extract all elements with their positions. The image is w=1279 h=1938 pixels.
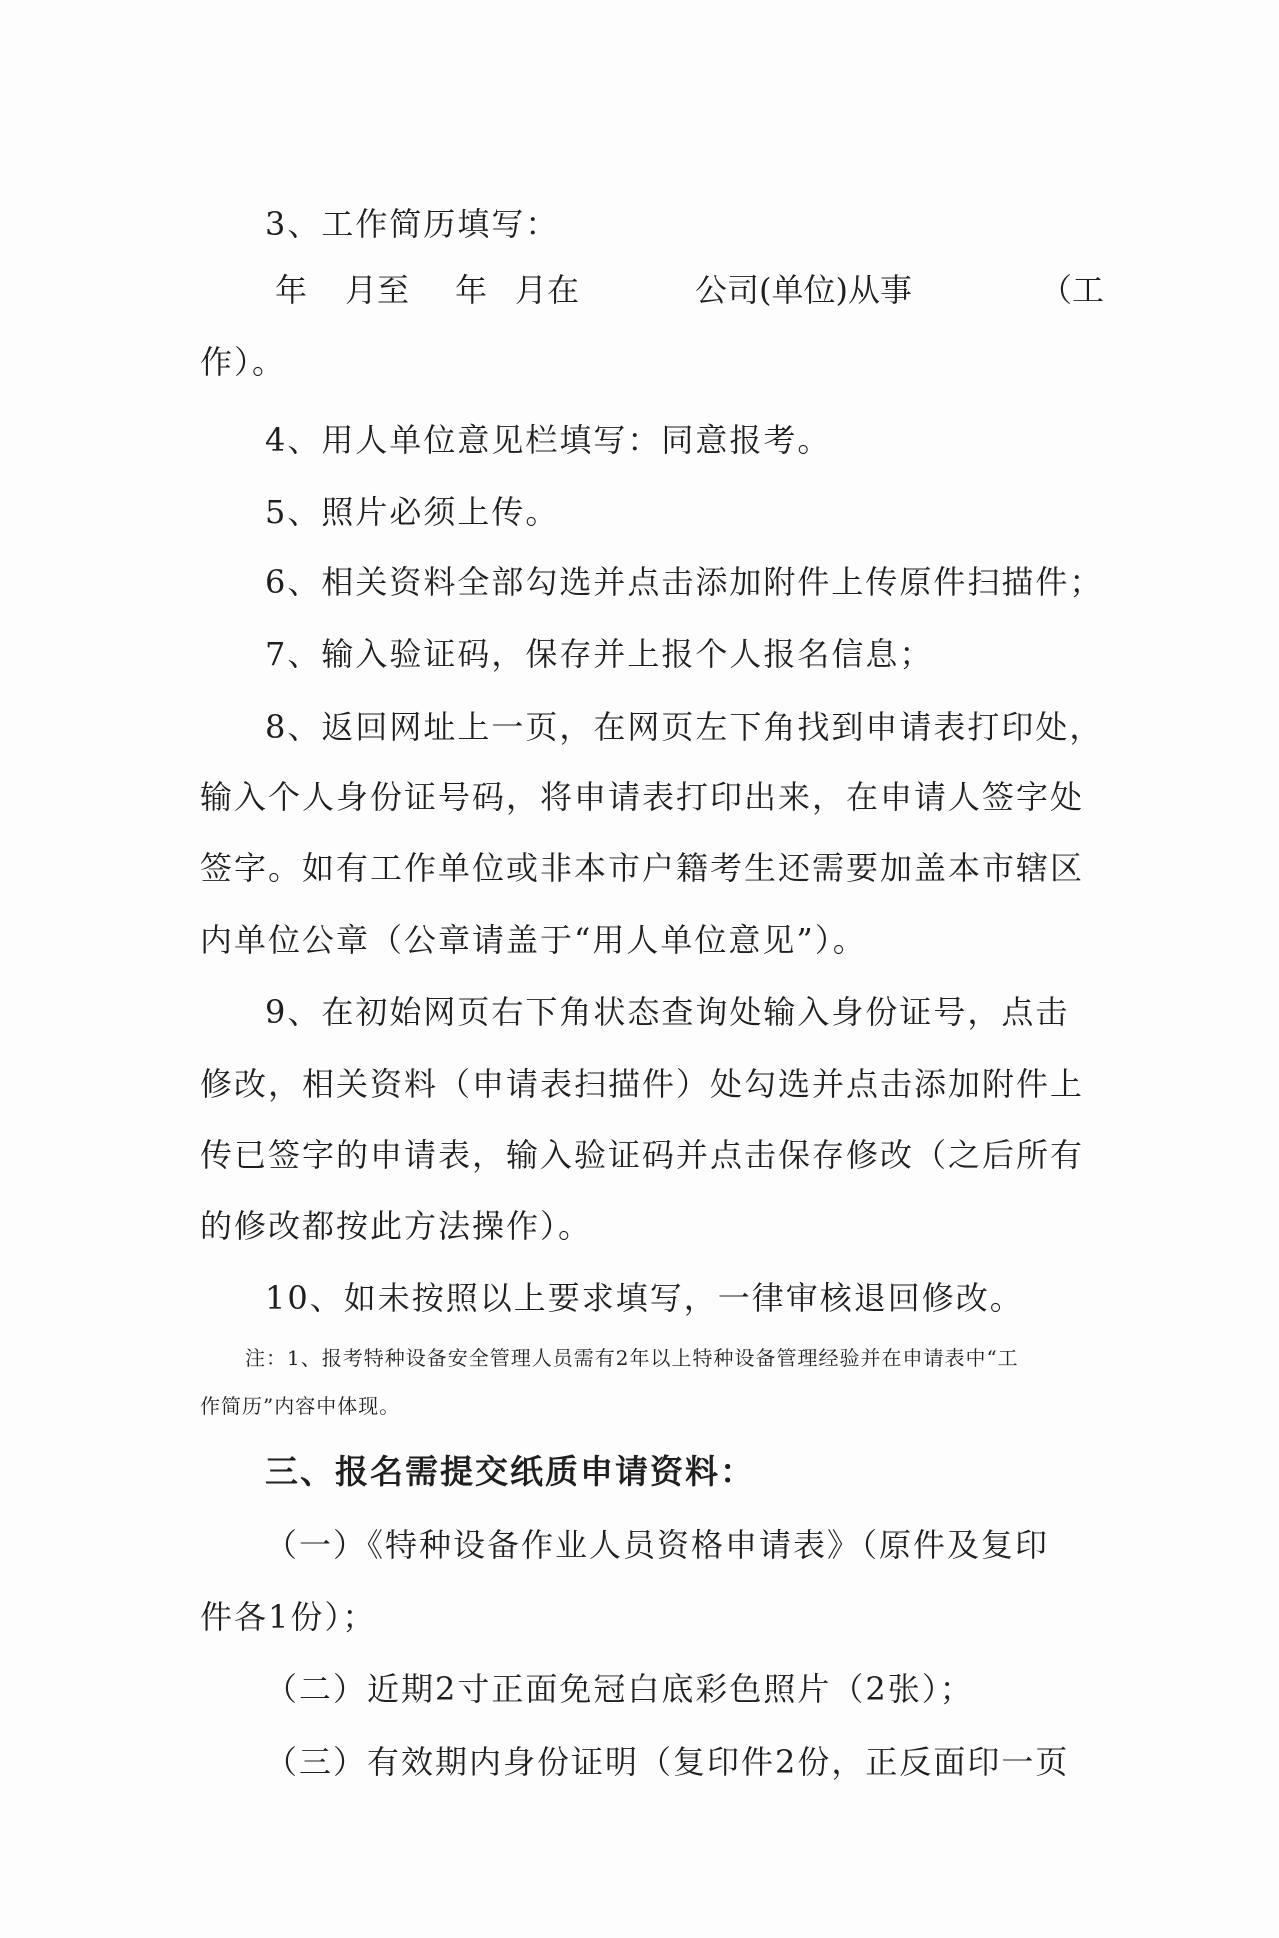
item-8-line-4: 内单位公章（公章请盖于“用人单位意见”）。 bbox=[200, 921, 867, 959]
item-9-line-2: 修改，相关资料（申请表扫描件）处勾选并点击添加附件上 bbox=[200, 1065, 1085, 1103]
item-8-line-1: 8、返回网址上一页，在网页左下角找到申请表打印处， bbox=[265, 708, 1104, 746]
section-3-item-1-line-2: 件各1份）； bbox=[200, 1598, 377, 1636]
item-9-line-3: 传已签字的申请表，输入验证码并点击保存修改（之后所有 bbox=[200, 1136, 1085, 1174]
note-line-1: 注：1、报考特种设备安全管理人员需有2年以上特种设备管理经验并在申请表中“工 bbox=[245, 1346, 1019, 1370]
template-work-open: （工 bbox=[1040, 271, 1105, 309]
item-7: 7、输入验证码，保存并上报个人报名信息； bbox=[265, 635, 934, 673]
item-9-line-4: 的修改都按此方法操作）。 bbox=[200, 1207, 593, 1245]
template-year-1: 年 bbox=[275, 271, 308, 309]
item-3-title: 3、工作简历填写： bbox=[265, 205, 560, 243]
template-year-2: 年 bbox=[455, 271, 488, 309]
section-3-item-3: （三）有效期内身份证明（复印件2份，正反面印一页 bbox=[265, 1743, 1070, 1781]
template-company: 公司(单位)从事 bbox=[695, 271, 912, 309]
section-3-item-2: （二）近期2寸正面免冠白底彩色照片（2张）； bbox=[265, 1670, 974, 1708]
item-8-line-2: 输入个人身份证号码，将申请表打印出来，在申请人签字处 bbox=[200, 778, 1085, 816]
item-8-line-3: 签字。如有工作单位或非本市户籍考生还需要加盖本市辖区 bbox=[200, 849, 1085, 887]
section-3-heading: 三、报名需提交纸质申请资料： bbox=[265, 1452, 755, 1491]
item-4: 4、用人单位意见栏填写：同意报考。 bbox=[265, 421, 832, 459]
template-work-close: 作）。 bbox=[200, 343, 287, 381]
item-5: 5、照片必须上传。 bbox=[265, 493, 560, 531]
item-6: 6、相关资料全部勾选并点击添加附件上传原件扫描件； bbox=[265, 563, 1104, 601]
item-9-line-1: 9、在初始网页右下角状态查询处输入身份证号，点击 bbox=[265, 993, 1070, 1031]
template-month-at: 月在 bbox=[515, 271, 580, 309]
note-line-2: 作简历”内容中体现。 bbox=[200, 1394, 401, 1418]
section-3-item-1-line-1: （一）《特种设备作业人员资格申请表》（原件及复印 bbox=[265, 1526, 1050, 1564]
item-10: 10、如未按照以上要求填写，一律审核退回修改。 bbox=[265, 1279, 1024, 1317]
template-month-to: 月至 bbox=[345, 271, 410, 309]
work-history-template bbox=[0, 268, 1279, 312]
